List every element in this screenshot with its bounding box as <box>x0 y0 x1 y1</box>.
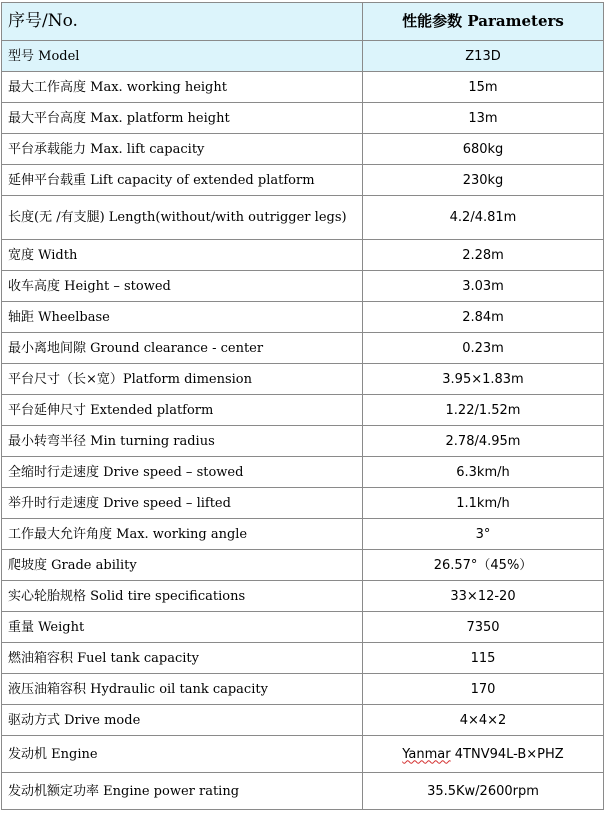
table-row <box>2 426 604 457</box>
row-label: 宽度 Width <box>2 240 363 271</box>
table-row <box>2 519 604 550</box>
table-row <box>2 333 604 364</box>
row-value: 15m <box>363 72 604 103</box>
row-label: 燃油箱容积 Fuel tank capacity <box>2 643 363 674</box>
row-value: 13m <box>363 103 604 134</box>
row-label: 驱动方式 Drive mode <box>2 705 363 736</box>
row-label: 平台延伸尺寸 Extended platform <box>2 395 363 426</box>
row-label: 延伸平台载重 Lift capacity of extended platform <box>2 165 363 196</box>
table-row <box>2 550 604 581</box>
row-label: 重量 Weight <box>2 612 363 643</box>
row-value: Z13D <box>363 41 604 72</box>
engine-model: 4TNV94L-B×PHZ <box>450 746 564 762</box>
row-label: 发动机 Engine <box>2 736 363 773</box>
table-row <box>2 134 604 165</box>
row-value: 2.84m <box>363 302 604 333</box>
row-label: 全缩时行走速度 Drive speed – stowed <box>2 457 363 488</box>
row-label: 长度(无 /有支腿) Length(without/with outrigger legs) <box>2 196 363 240</box>
row-value: 0.23m <box>363 333 604 364</box>
engine-brand: Yanmar <box>402 746 451 762</box>
row-label: 收车高度 Height – stowed <box>2 271 363 302</box>
row-value: 3.95×1.83m <box>363 364 604 395</box>
table-row <box>2 364 604 395</box>
table-row <box>2 196 604 240</box>
table-header-row <box>2 3 604 41</box>
row-value: 6.3km/h <box>363 457 604 488</box>
table-row <box>2 705 604 736</box>
row-label: 平台承载能力 Max. lift capacity <box>2 134 363 165</box>
row-value: 680kg <box>363 134 604 165</box>
row-label: 最大工作高度 Max. working height <box>2 72 363 103</box>
row-label: 最小离地间隙 Ground clearance - center <box>2 333 363 364</box>
table-row <box>2 240 604 271</box>
header-parameters: 性能参数 Parameters <box>363 3 604 41</box>
table-row <box>2 41 604 72</box>
row-value: 3° <box>363 519 604 550</box>
table-row <box>2 674 604 705</box>
row-value: 115 <box>363 643 604 674</box>
row-value: 1.22/1.52m <box>363 395 604 426</box>
row-value: 2.78/4.95m <box>363 426 604 457</box>
table-row <box>2 72 604 103</box>
table-row <box>2 612 604 643</box>
table-row <box>2 581 604 612</box>
row-value: 4×4×2 <box>363 705 604 736</box>
table-row <box>2 165 604 196</box>
spec-table <box>1 2 604 810</box>
table-row <box>2 103 604 134</box>
row-label: 举升时行走速度 Drive speed – lifted <box>2 488 363 519</box>
row-label: 轴距 Wheelbase <box>2 302 363 333</box>
table-row <box>2 395 604 426</box>
table-row <box>2 271 604 302</box>
row-value: 4.2/4.81m <box>363 196 604 240</box>
row-value: 33×12-20 <box>363 581 604 612</box>
row-value <box>363 736 604 773</box>
row-label: 爬坡度 Grade ability <box>2 550 363 581</box>
row-label: 工作最大允许角度 Max. working angle <box>2 519 363 550</box>
row-value: 26.57°（45%） <box>363 550 604 581</box>
header-no: 序号/No. <box>2 3 363 41</box>
row-label: 最小转弯半径 Min turning radius <box>2 426 363 457</box>
row-label: 实心轮胎规格 Solid tire specifications <box>2 581 363 612</box>
row-value: 7350 <box>363 612 604 643</box>
row-value: 170 <box>363 674 604 705</box>
table-row <box>2 457 604 488</box>
row-value: 2.28m <box>363 240 604 271</box>
table-row <box>2 488 604 519</box>
row-value: 230kg <box>363 165 604 196</box>
row-label: 型号 Model <box>2 41 363 72</box>
row-value: 1.1km/h <box>363 488 604 519</box>
row-value: 35.5Kw/2600rpm <box>363 773 604 810</box>
table-row <box>2 773 604 810</box>
table-row <box>2 302 604 333</box>
table-row <box>2 736 604 773</box>
row-label: 发动机额定功率 Engine power rating <box>2 773 363 810</box>
row-label: 最大平台高度 Max. platform height <box>2 103 363 134</box>
row-label: 液压油箱容积 Hydraulic oil tank capacity <box>2 674 363 705</box>
row-value: 3.03m <box>363 271 604 302</box>
row-label: 平台尺寸（长×宽）Platform dimension <box>2 364 363 395</box>
table-row <box>2 643 604 674</box>
